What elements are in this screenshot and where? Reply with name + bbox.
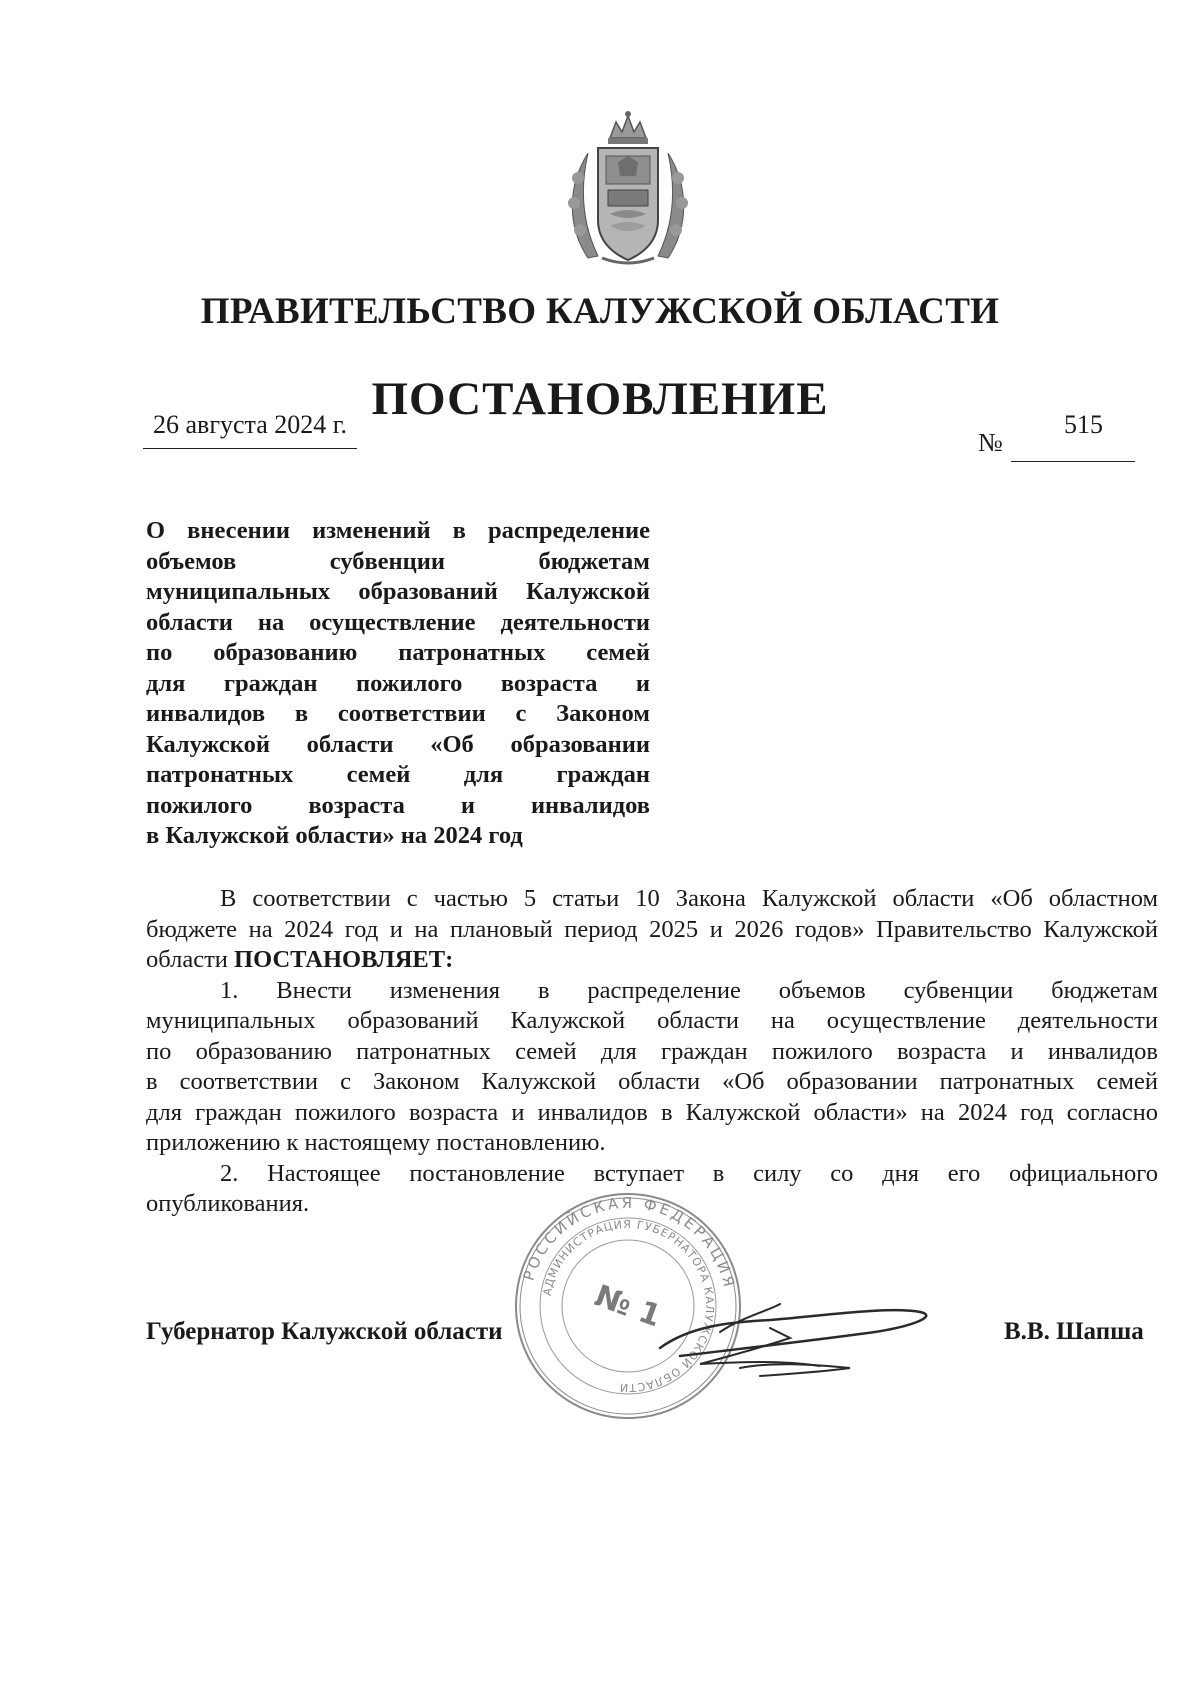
document-date <box>143 410 357 449</box>
subject-line: для граждан пожилого возраста и <box>146 669 650 697</box>
item-1-line: в соответствии с Законом Калужской области «Об образовании патронатных семей <box>146 1068 1158 1095</box>
subject-line: в Калужской области» на 2024 год <box>146 822 523 849</box>
item-1-line: для граждан пожилого возраста и инвалидов в Калужской области» на 2024 год согласно <box>146 1098 1158 1126</box>
number-underline <box>1011 461 1135 462</box>
document-type-heading: ПОСТАНОВЛЕНИЕ <box>371 373 829 425</box>
coat-of-arms-emblem <box>558 108 698 268</box>
document-date-text: 26 августа 2024 г. <box>153 410 347 439</box>
signatory-position: Губернатор Калужской области <box>146 1318 503 1345</box>
resolves-keyword: ПОСТАНОВЛЯЕТ: <box>234 946 454 973</box>
subject-line: О внесении изменений в распределение <box>146 517 650 544</box>
stamp-center-text: № 1 <box>590 1278 666 1335</box>
item-1-line: приложению к настоящему постановлению. <box>146 1129 606 1156</box>
organization-title: ПРАВИТЕЛЬСТВО КАЛУЖСКОЙ ОБЛАСТИ <box>200 291 1000 332</box>
signatory-name: В.В. Шапша <box>1004 1318 1144 1345</box>
date-underline <box>143 448 357 449</box>
document-body <box>146 884 1158 1220</box>
preamble-line: бюджете на 2024 год и на плановый период 2025 и 2026 годов» Правительство Калужской <box>146 915 1158 943</box>
preamble-line: В соответствии с частью 5 статьи 10 Закона Калужской области «Об областном <box>220 885 1158 912</box>
subject-line: патронатных семей для граждан <box>146 761 650 788</box>
number-sign: № <box>978 428 1003 457</box>
item-1-line: 1. Внести изменения в распределение объемов субвенции бюджетам <box>220 976 1158 1004</box>
item-2-line: 2. Настоящее постановление вступает в силу со дня его официального <box>220 1159 1158 1187</box>
preamble-prefix: области <box>146 946 228 973</box>
subject-line: пожилого возраста и инвалидов <box>146 791 650 819</box>
item-2-line: опубликования. <box>146 1190 310 1217</box>
stamp-outer-text: РОССИЙСКАЯ ФЕДЕРАЦИЯ <box>519 1193 739 1292</box>
subject-line: Калужской области «Об образовании <box>146 730 650 758</box>
subject-line: объемов субвенции бюджетам <box>146 547 650 575</box>
subject-line: по образованию патронатных семей <box>146 639 650 666</box>
subject-line: муниципальных образований Калужской <box>146 578 650 605</box>
item-1-line: по образованию патронатных семей для граждан пожилого возраста и инвалидов <box>146 1037 1158 1065</box>
subject-line: инвалидов в соответствии с Законом <box>146 700 650 727</box>
document-subject <box>146 516 650 852</box>
subject-line: области на осуществление деятельности <box>146 608 650 636</box>
stamp-inner-text: АДМИНИСТРАЦИЯ ГУБЕРНАТОРА КАЛУЖСКОЙ ОБЛАСТИ <box>540 1217 717 1395</box>
number-value: 515 <box>1064 410 1103 439</box>
item-1-line: муниципальных образований Калужской области на осуществление деятельности <box>146 1007 1158 1034</box>
preamble-line <box>146 945 1158 976</box>
handwritten-signature <box>620 1268 960 1398</box>
